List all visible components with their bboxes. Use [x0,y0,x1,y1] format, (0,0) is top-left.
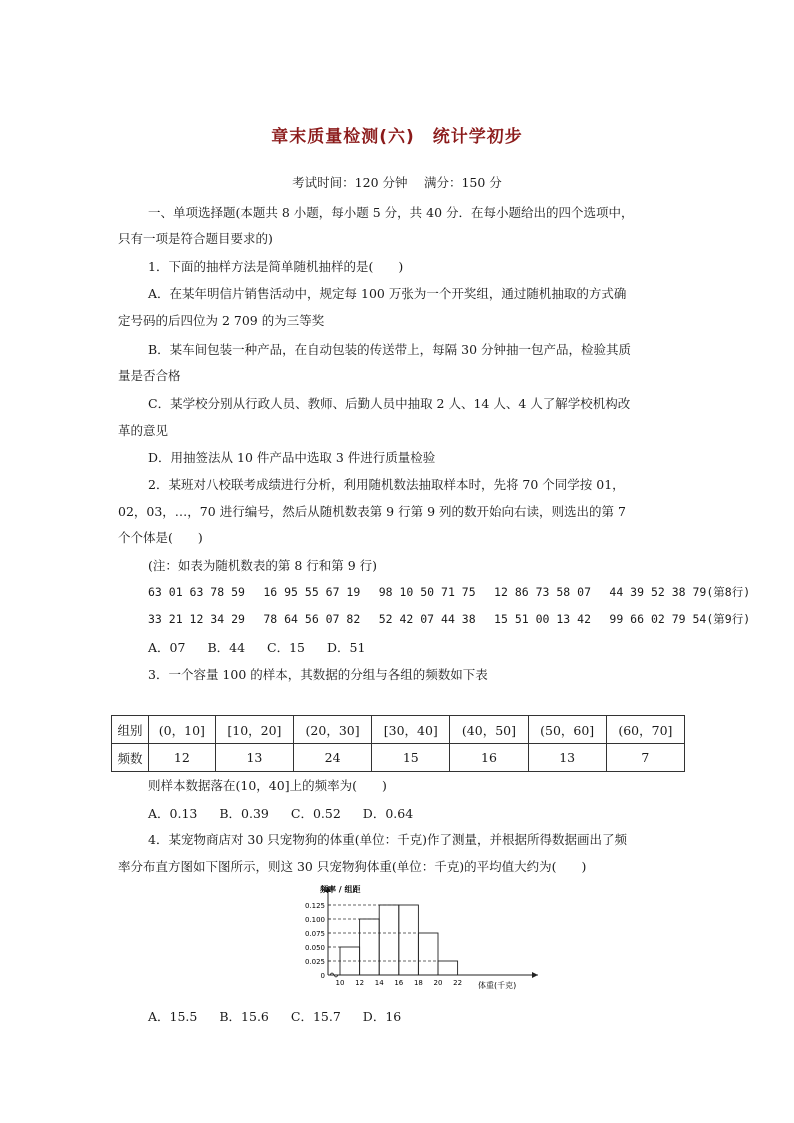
q4-stem: 4．某宠物商店对 30 只宠物狗的体重(单位：千克)作了测量，并根据所得数据画出了频 [148,832,628,847]
x-axis-label: 体重(千克) [478,981,517,990]
q4-option: C．15.7 [290,1009,341,1024]
x-tick-label: 20 [433,979,443,987]
histogram-bar [438,961,458,975]
q2-option: A．07 [148,640,186,655]
q4-option: B．15.6 [219,1009,269,1024]
table-header-cell: 组别 [112,716,149,744]
q4-options [148,1007,423,1025]
table-row [112,716,685,744]
q2-option: D．51 [327,640,366,655]
q1-stem: 1．下面的抽样方法是简单随机抽样的是( ) [148,259,404,274]
table-cell: 16 [450,744,528,772]
q2-options [148,638,387,656]
q2-option: B．44 [207,640,246,655]
q1-option-a-cont: 定号码的后四位为 2 709 的为三等奖 [118,313,325,328]
q4-stem-cont: 率分布直方图如下图所示，则这 30 只宠物狗体重(单位：千克)的平均值大约为( ) [118,859,587,874]
histogram [290,880,550,995]
frequency-table [111,715,685,772]
histogram-bar [360,919,380,975]
y-axis-label: 频率 / 组距 [320,885,361,894]
table-cell: [30，40] [372,716,450,744]
q3-question: 则样本数据落在(10，40]上的频率为( ) [148,778,387,793]
table-cell: [10，20] [215,716,293,744]
q1-option-b: B．某车间包装一种产品，在自动包装的传送带上，每隔 30 分钟抽一包产品，检验其质 [148,342,632,357]
x-axis-arrow-icon [532,972,538,978]
random-table-row-9: 33 21 12 34 29 78 64 56 07 82 52 42 07 44 38 15 51 00 13 42 99 66 02 79 54(第9行) [148,612,751,626]
section-heading: 一、单项选择题(本题共 8 小题，每小题 5 分，共 40 分．在每小题给出的四个选项中， [148,205,634,220]
x-tick-label: 22 [453,979,463,987]
x-tick-label: 14 [374,979,384,987]
q1-option-c: C．某学校分别从行政人员、教师、后勤人员中抽取 2 人、14 人、4 人了解学校机构改 [148,396,631,411]
q2-stem-cont: 02，03，…，70 进行编号，然后从随机数表第 9 行第 9 列的数开始向右读，则选出的第 7 [118,504,626,519]
q2-stem: 2．某班对八校联考成绩进行分析，利用随机数法抽取样本时，先将 70 个同学按 01， [148,477,625,492]
q2-note: (注：如表为随机数表的第 8 行和第 9 行) [148,558,378,573]
table-cell: 7 [606,744,684,772]
table-row [112,744,685,772]
q2-stem-cont2: 个个体是( ) [118,530,203,545]
table-cell: (40，50] [450,716,528,744]
x-tick-label: 16 [394,979,404,987]
table-cell: (0，10] [148,716,215,744]
q3-option: D．0.64 [362,806,414,821]
y-tick-label: 0.025 [304,958,325,966]
table-cell: 12 [148,744,215,772]
table-cell: (20，30] [294,716,372,744]
q4-option: A．15.5 [148,1009,198,1024]
y-tick-label: 0.075 [304,930,325,938]
q2-option: C．15 [267,640,306,655]
page-title: 章末质量检测(六) 统计学初步 [271,127,523,147]
q3-option: C．0.52 [290,806,341,821]
x-tick-label: 12 [355,979,365,987]
y-tick-label: 0.125 [304,902,325,910]
random-table-row-8: 63 01 63 78 59 16 95 55 67 19 98 10 50 71 75 12 86 73 58 07 44 39 52 38 79(第8行) [148,585,751,599]
table-header-cell: 频数 [112,744,149,772]
x-tick-label: 10 [335,979,345,987]
histogram-bar [418,933,438,975]
y-tick-label: 0 [320,972,325,980]
table-cell: 24 [294,744,372,772]
q3-stem: 3．一个容量 100 的样本，其数据的分组与各组的频数如下表 [148,667,488,682]
histogram-bar [379,905,399,975]
y-tick-label: 0.100 [304,916,325,924]
table-cell: (60，70] [606,716,684,744]
table-cell: 13 [528,744,606,772]
q1-option-a: A．在某年明信片销售活动中，规定每 100 万张为一个开奖组，通过随机抽取的方式确 [148,286,627,301]
exam-meta: 考试时间：120 分钟 满分：150 分 [292,175,502,190]
q1-option-c-cont: 革的意见 [118,423,169,438]
table-cell: 15 [372,744,450,772]
q3-option: B．0.39 [219,806,269,821]
q3-options [148,804,435,822]
y-tick-label: 0.050 [304,944,325,952]
histogram-bar [399,905,419,975]
table-cell: 13 [215,744,293,772]
x-tick-label: 18 [413,979,423,987]
q1-option-d: D．用抽签法从 10 件产品中选取 3 件进行质量检验 [148,450,436,465]
table-cell: (50，60] [528,716,606,744]
section-heading-cont: 只有一项是符合题目要求的) [118,231,273,246]
q4-option: D．16 [362,1009,402,1024]
q3-option: A．0.13 [148,806,198,821]
q1-option-b-cont: 量是否合格 [118,368,181,383]
